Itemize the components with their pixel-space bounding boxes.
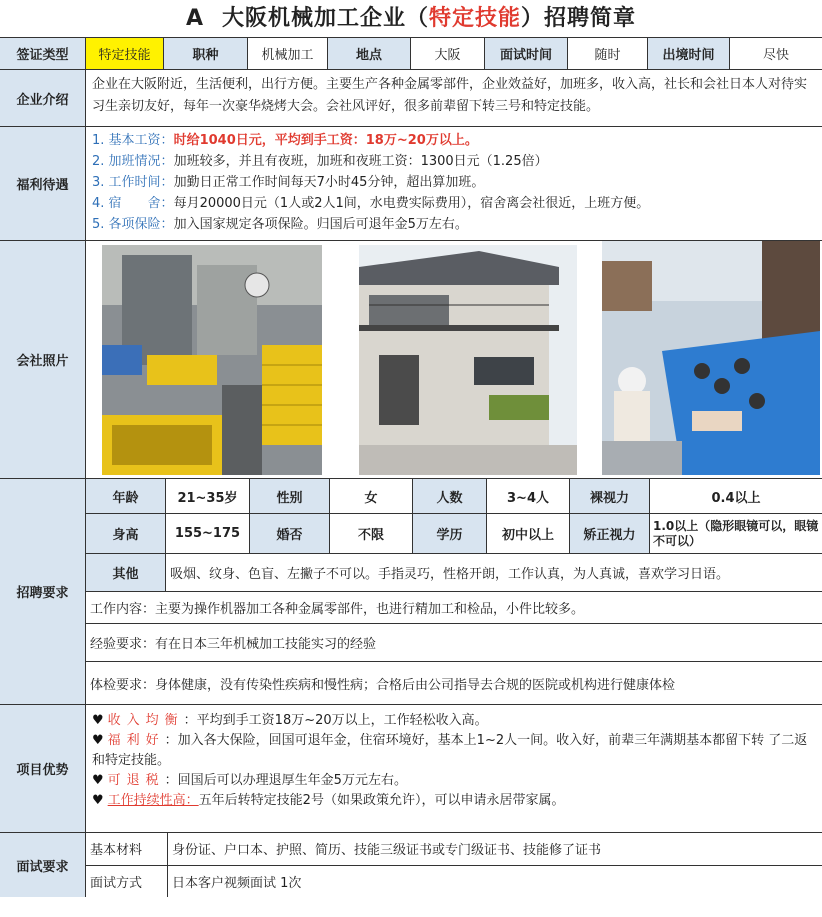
welfare-num: 4. bbox=[92, 196, 105, 211]
advantage-key: 收入均衡 bbox=[107, 713, 184, 728]
welfare-row bbox=[0, 127, 822, 241]
method-value: 日本客户视频面试 1次 bbox=[172, 875, 302, 891]
advantage-item bbox=[92, 791, 816, 811]
edu-value: 初中以上 bbox=[487, 514, 570, 553]
requirements-body bbox=[86, 479, 822, 704]
naked-vision-value: 0.4以上 bbox=[711, 490, 761, 506]
welfare-list bbox=[86, 127, 822, 240]
interview-label: 面试要求 bbox=[0, 833, 86, 897]
physical-requirement: 体检要求：身体健康，没有传染性疾病和慢性病；合格后由公司指导去合规的医院或机构进行健康体检 bbox=[90, 677, 676, 693]
gender-label: 性别 bbox=[250, 479, 330, 513]
welfare-key: 加班情况： bbox=[108, 154, 174, 169]
heart-icon: ♥ bbox=[92, 793, 104, 808]
welfare-label: 福利待遇 bbox=[0, 127, 86, 240]
title-after: ）招聘简章 bbox=[521, 6, 637, 31]
welfare-key: 宿 舍： bbox=[108, 196, 174, 211]
bbq-party-image bbox=[602, 241, 820, 475]
count-label: 人数 bbox=[413, 479, 487, 513]
welfare-key: 基本工资： bbox=[108, 133, 174, 148]
other-label: 其他 bbox=[86, 554, 166, 591]
advantage-value: ：平均到手工资18万~20万以上，工作轻松收入高。 bbox=[183, 713, 488, 728]
requirements-other-row bbox=[86, 554, 822, 592]
requirements-label: 招聘要求 bbox=[0, 479, 86, 704]
welfare-key: 工作时间： bbox=[108, 175, 174, 190]
requirements-row bbox=[0, 479, 822, 705]
heart-icon: ♥ bbox=[92, 773, 104, 788]
location-value: 大阪 bbox=[411, 38, 485, 69]
welfare-num: 5. bbox=[92, 217, 105, 232]
photo-area bbox=[86, 241, 822, 478]
depart-label: 出境时间 bbox=[648, 38, 730, 69]
interview-time-value: 随时 bbox=[568, 38, 648, 69]
bbq-party-photo bbox=[602, 241, 820, 475]
visa-type-label: 签证类型 bbox=[0, 38, 86, 69]
method-line bbox=[86, 866, 822, 898]
welfare-value: 加班较多，并且有夜班，加班和夜班工资：1300日元（1.25倍） bbox=[173, 154, 548, 169]
edu-label: 学历 bbox=[413, 514, 487, 553]
welfare-num: 2. bbox=[92, 154, 105, 169]
job-label: 职种 bbox=[164, 38, 248, 69]
advantage-key: 工作持续性高： bbox=[107, 793, 199, 808]
visa-row bbox=[0, 38, 822, 70]
interview-row bbox=[0, 833, 822, 897]
intro-label: 企业介绍 bbox=[0, 70, 86, 126]
advantage-item bbox=[92, 731, 816, 771]
welfare-key: 各项保险： bbox=[108, 217, 174, 232]
advantage-item bbox=[92, 711, 816, 731]
corrected-vision-value: 1.0以上（隐形眼镜可以，眼镜不可以） bbox=[653, 518, 819, 548]
welfare-num: 3. bbox=[92, 175, 105, 190]
other-value: 吸烟、纹身、色盲、左撇子不可以。手指灵巧，性格开朗，工作认真，为人真诚，喜欢学习日语。 bbox=[170, 567, 730, 582]
interview-body bbox=[86, 833, 822, 897]
count-value: 3~4人 bbox=[487, 479, 570, 513]
height-value: 155~175 bbox=[166, 514, 250, 553]
welfare-num: 1. bbox=[92, 133, 105, 148]
heart-icon: ♥ bbox=[92, 733, 104, 748]
advantage-value: 五年后转特定技能2号（如果政策允许），可以申请永居带家属。 bbox=[198, 793, 565, 808]
experience-requirement: 经验要求：有在日本三年机械加工技能实习的经验 bbox=[86, 624, 822, 662]
dormitory-photo bbox=[359, 245, 577, 475]
marriage-label: 婚否 bbox=[250, 514, 330, 553]
heart-icon: ♥ bbox=[92, 713, 104, 728]
welfare-item bbox=[92, 130, 816, 151]
height-label: 身高 bbox=[86, 514, 166, 553]
intro-row bbox=[0, 70, 822, 127]
advantage-key: 福利好 bbox=[107, 733, 165, 748]
depart-value: 尽快 bbox=[762, 48, 789, 63]
welfare-value: 时给1040日元，平均到手工资：18万~20万以上。 bbox=[173, 133, 478, 148]
materials-label: 基本材料 bbox=[86, 833, 168, 865]
title-highlight: 特定技能 bbox=[429, 6, 522, 31]
page-title bbox=[0, 0, 822, 38]
location-label: 地点 bbox=[328, 38, 411, 69]
welfare-item bbox=[92, 214, 816, 235]
age-label: 年龄 bbox=[86, 479, 166, 513]
work-content: 工作内容：主要为操作机器加工各种金属零部件，也进行精加工和检品，小件比较多。 bbox=[86, 592, 822, 624]
advantages-list bbox=[86, 705, 822, 832]
welfare-item bbox=[92, 151, 816, 172]
age-value: 21~35岁 bbox=[166, 479, 250, 513]
dormitory-image bbox=[359, 245, 577, 475]
welfare-value: 加入国家规定各项保险。归国后可退年金5万左右。 bbox=[173, 217, 468, 232]
interview-time-label: 面试时间 bbox=[485, 38, 568, 69]
factory-image bbox=[102, 245, 322, 475]
advantages-row bbox=[0, 705, 822, 833]
marriage-value: 不限 bbox=[330, 514, 413, 553]
intro-text: 企业在大阪附近，生活便利，出行方便。主要生产各种金属零部件，企业效益好，加班多，收入高，社长和会社日本人对待实习生亲切友好，每年一次豪华烧烤大会。会社风评好，很多前辈留下转三号和特定技能。 bbox=[92, 77, 808, 114]
advantage-key: 可退税 bbox=[107, 773, 165, 788]
title-letter: A bbox=[185, 6, 204, 31]
advantage-value: ：加入各大保险，回国可退年金，住宿环境好，基本上1~2人一间。收入好，前辈三年满期基本都留下转 了二返和特定技能。 bbox=[92, 733, 808, 768]
method-label: 面试方式 bbox=[86, 866, 168, 898]
welfare-value: 加勤日正常工作时间每天7小时45分钟，超出算加班。 bbox=[173, 175, 485, 190]
welfare-item bbox=[92, 193, 816, 214]
corrected-vision-label: 矫正视力 bbox=[570, 514, 650, 553]
factory-photo bbox=[102, 245, 322, 475]
photos-row bbox=[0, 241, 822, 479]
materials-value: 身份证、户口本、护照、简历、技能三级证书或专门级证书、技能修了证书 bbox=[172, 843, 602, 859]
title-before: 大阪机械加工企业（ bbox=[221, 6, 429, 31]
materials-line bbox=[86, 833, 822, 866]
naked-vision-label: 裸视力 bbox=[570, 479, 650, 513]
requirements-grid-row-2 bbox=[86, 514, 822, 554]
advantage-item bbox=[92, 771, 816, 791]
welfare-item bbox=[92, 172, 816, 193]
requirements-grid-row-1 bbox=[86, 479, 822, 514]
advantages-label: 项目优势 bbox=[0, 705, 86, 832]
job-value: 机械加工 bbox=[248, 38, 328, 69]
welfare-value: 每月20000日元（1人或2人1间，水电费实际费用），宿舍离会社很近，上班方便。 bbox=[173, 196, 650, 211]
advantage-value: ：回国后可以办理退厚生年金5万元左右。 bbox=[164, 773, 407, 788]
gender-value: 女 bbox=[330, 479, 413, 513]
photos-label: 会社照片 bbox=[0, 241, 86, 478]
visa-type-value: 特定技能 bbox=[86, 38, 164, 69]
